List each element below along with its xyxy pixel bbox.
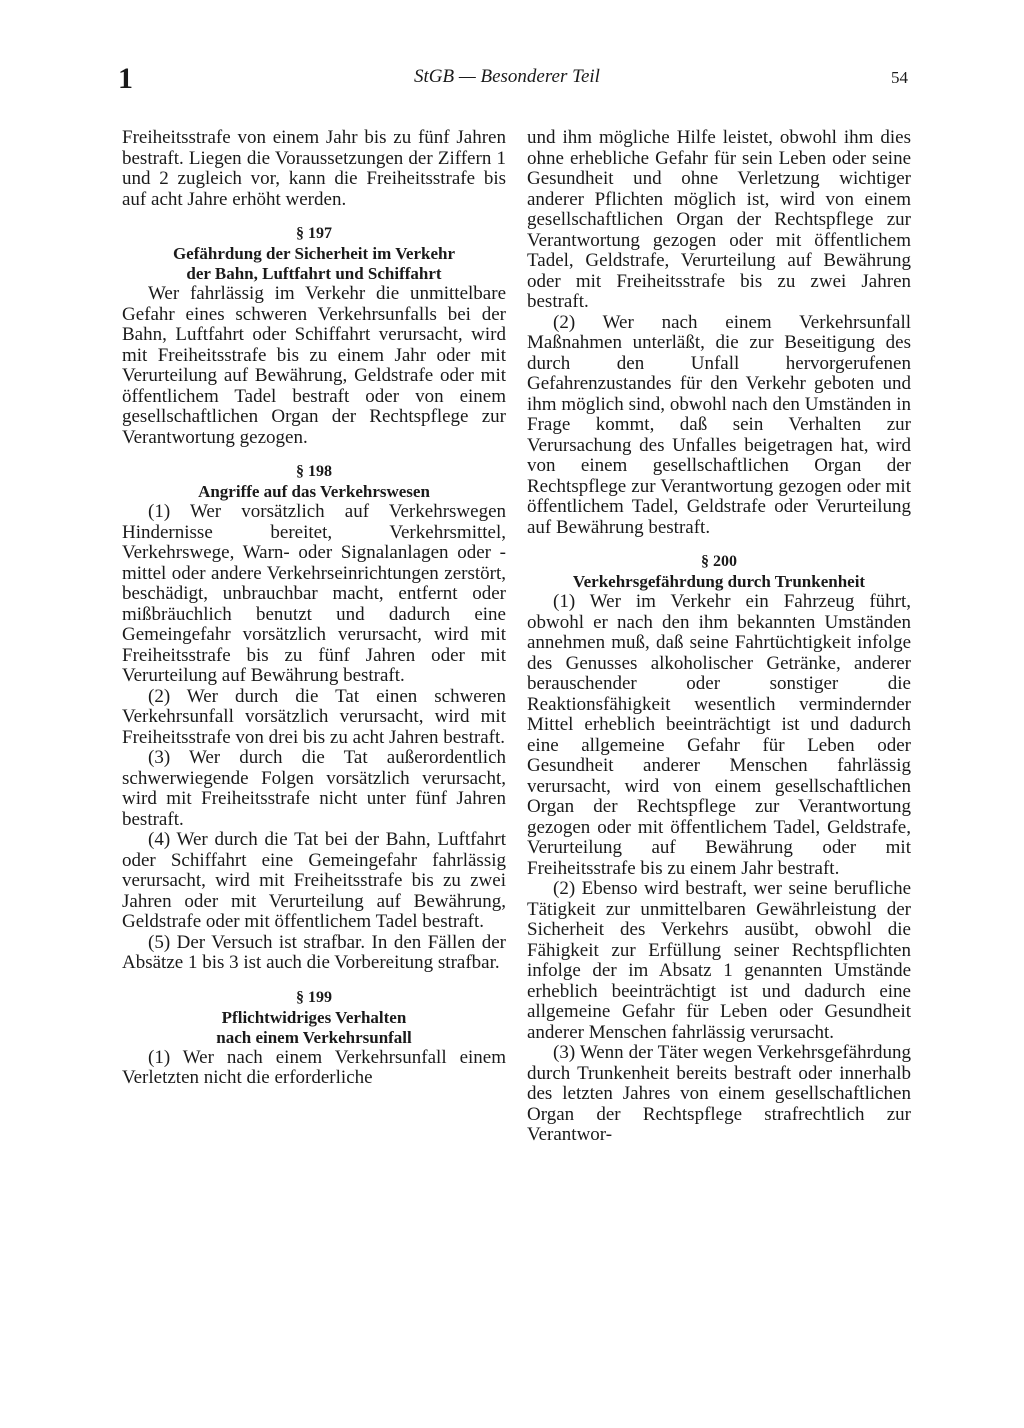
section-title: der Bahn, Luftfahrt und Schiffahrt	[186, 264, 442, 283]
section-number: § 197	[296, 225, 332, 242]
chapter-number: 1	[118, 62, 133, 95]
section-197-text: Wer fahrlässig im Verkehr die unmittelbare Gefahr eines schweren Verkehrsunfalls bei der Bahn, Luftfahrt oder Schiffahrt verursacht, wird mit Freiheitsstrafe bis zu einem Jahr oder mit Verurteilung auf Bewährung, Geldstrafe oder mit öffentlichem Tadel bestraft oder von einem gesellschaftlichen Organ der Rechtspflege zur Verantwortung gezogen.	[122, 283, 506, 448]
paragraph: (4) Wer durch die Tat bei der Bahn, Luftfahrt oder Schiffahrt eine Gemeingefahr fahrlässig verursacht, wird mit Freiheitsstrafe bis zu zwei Jahren oder mit Verurteilung auf Bewährung, Geldstrafe oder mit öffentlichem Tadel bestraft.	[122, 829, 506, 932]
paragraph: (5) Der Versuch ist strafbar. In den Fällen der Absätze 1 bis 3 ist auch die Vorbereitung strafbar.	[122, 931, 506, 973]
section-title: Angriffe auf das Verkehrswesen	[198, 482, 430, 501]
page-header	[118, 62, 908, 102]
section-number: § 199	[296, 988, 332, 1006]
paragraph: (3) Wer durch die Tat außerordentlich schwerwiegende Folgen vorsätzlich verursacht, wird mit Freiheitsstrafe nicht unter fünf Jahren bestraft.	[122, 747, 506, 830]
section-199-heading	[122, 988, 506, 1048]
paragraph: (1) Wer vorsätzlich auf Verkehrswegen Hindernisse bereitet, Verkehrsmittel, Verkehrswege, Warn- oder Signalanlagen oder -mittel oder andere Verkehrseinrichtungen zerstört, beschädigt, unbrauchbar macht, entfernt oder mißbräuchlich benutzt und dadurch eine Gemeingefahr vorsätzlich verursacht, wird mit Freiheitsstrafe bis zu fünf Jahren oder mit Verurteilung auf Bewährung bestraft.	[122, 501, 506, 686]
page-number: 54	[891, 68, 908, 87]
section-title: Verkehrsgefährdung durch Trunkenheit	[572, 572, 866, 591]
section-198-heading	[122, 462, 506, 502]
section-title: Gefährdung der Sicherheit im Verkehr	[172, 244, 456, 263]
section-title: Pflichtwidriges Verhalten	[221, 1007, 407, 1027]
section-number: § 200	[701, 553, 737, 570]
paragraph: (2) Wer durch die Tat einen schweren Verkehrsunfall vorsätzlich verursacht, wird mit Freiheitsstrafe von drei bis zu acht Jahren bestraft.	[122, 685, 506, 748]
paragraph-continuation: und ihm mögliche Hilfe leistet, obwohl ihm dies ohne erhebliche Gefahr für sein Leben oder seine Gesundheit und ohne Verletzung wichtiger anderer Pflichten möglich ist, wird von einem gesellschaftlichen Organ der Rechtspflege zur Verantwortung gezogen oder mit öffentlichem Tadel, Geldstrafe, Verurteilung auf Bewährung oder mit Freiheitsstrafe bis zu zwei Jahren bestraft.	[527, 127, 911, 312]
paragraph: (1) Wer nach einem Verkehrsunfall einem Verletzten nicht die erforderliche	[122, 1046, 506, 1088]
intro-paragraph: Freiheitsstrafe von einem Jahr bis zu fünf Jahren bestraft. Liegen die Voraussetzungen der Ziffern 1 und 2 zugleich vor, kann die Freiheitsstrafe bis auf acht Jahre erhöht werden.	[122, 127, 506, 210]
paragraph: (2) Wer nach einem Verkehrsunfall Maßnahmen unterläßt, die zur Beseitigung des durch den Unfall hervorgerufenen Gefahrenzustandes für den Verkehr geboten und ihm möglich sind, obwohl nach den Umständen in Frage kommt, daß sein Verhalten zur Verursachung des Unfalles beigetragen hat, wird von einem gesellschaftlichen Organ der Rechtspflege zur Verantwortung gezogen oder mit öffentlichem Tadel, Geldstrafe oder Verurteilung auf Bewährung bestraft.	[527, 311, 911, 538]
right-column	[527, 128, 911, 1146]
paragraph: (1) Wer im Verkehr ein Fahrzeug führt, obwohl er nach den ihm bekannten Umständen annehmen muß, daß seine Fahrtüchtigkeit infolge des Genusses alkoholischer Getränke, anderer berauschender oder sonstiger die Reaktionsfähigkeit wesentlich vermindernder Mittel erheblich beeinträchtigt ist und dadurch eine allgemeine Gefahr für Leben oder Gesundheit anderer Menschen fahrlässig verursacht, wird von einem gesellschaftlichen Organ der Rechtspflege zur Verantwortung gezogen oder mit öffentlichem Tadel, Geldstrafe, Verurteilung auf Bewährung oder mit Freiheitsstrafe bis zu einem Jahr bestraft.	[527, 591, 911, 879]
paragraph: (2) Ebenso wird bestraft, wer seine berufliche Tätigkeit zur unmittelbaren Gewährleistung der Sicherheit des Verkehrs ausübt, obwohl die Fähigkeit zur Erfüllung seiner Rechtspflichten infolge der im Absatz 1 genannten Umstände erheblich beeinträchtigt ist und dadurch eine allgemeine Gefahr für Leben oder Gesundheit anderer Menschen fahrlässig verursacht.	[527, 878, 911, 1043]
running-title: StGB — Besonderer Teil	[414, 66, 600, 87]
section-200-heading	[527, 552, 911, 592]
section-197-heading	[122, 224, 506, 284]
section-number: § 198	[296, 463, 332, 480]
paragraph: (3) Wenn der Täter wegen Verkehrsgefährdung durch Trunkenheit bereits bestraft oder innerhalb des letzten Jahres von einem gesellschaftlichen Organ der Rechtspflege strafrechtlich zur Verantwor-	[527, 1042, 911, 1145]
section-title: nach einem Verkehrsunfall	[216, 1027, 412, 1047]
left-column	[122, 128, 506, 1089]
